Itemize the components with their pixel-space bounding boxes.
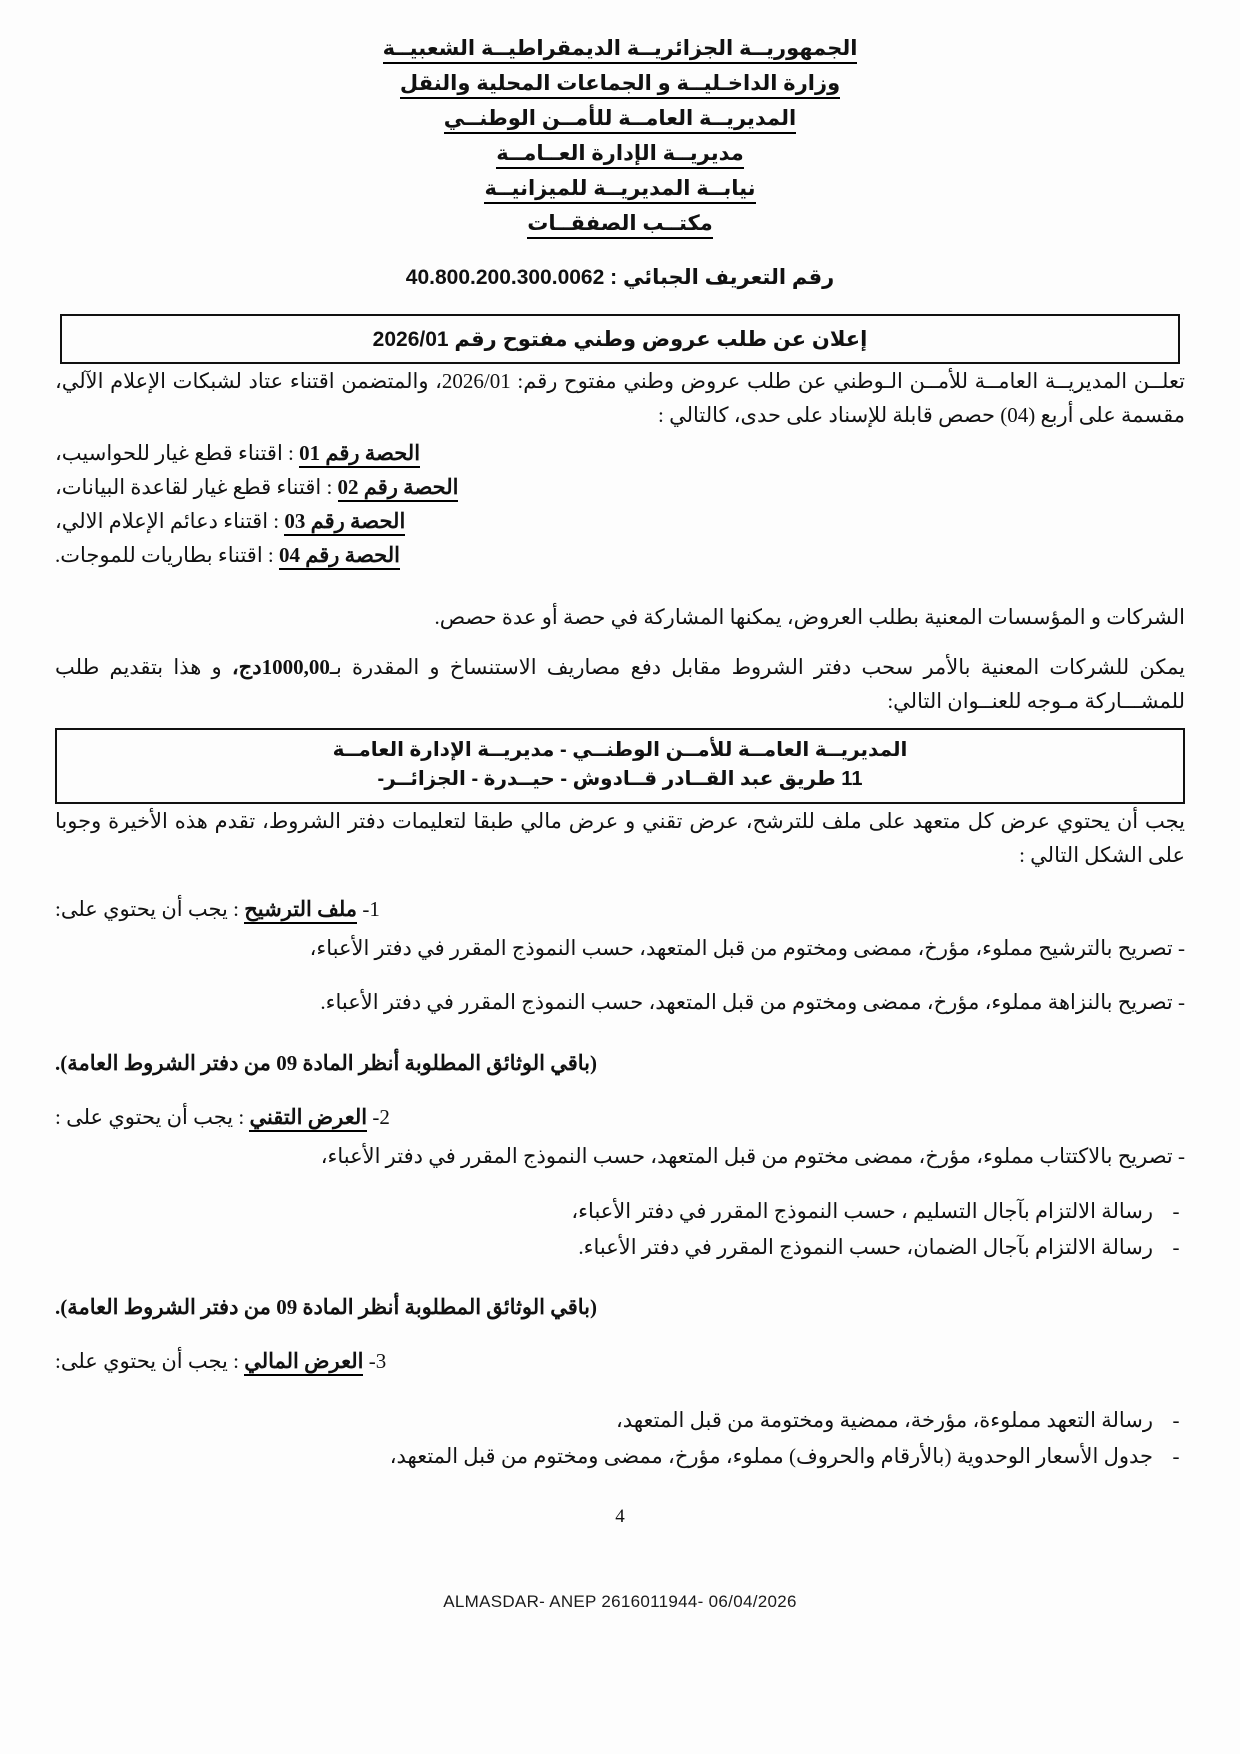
lot-item-1	[55, 438, 1185, 470]
section-3-bullet-1	[55, 1404, 1185, 1437]
section-2-bullet-1	[55, 1195, 1185, 1228]
section-rest-1: : يجب أن يحتوي على:	[55, 896, 239, 921]
letterhead-text-5: نيابــة المديريــة للميزانيــة	[484, 178, 755, 204]
section-number-2: 2-	[372, 1104, 390, 1129]
announcement-title: إعلان عن طلب عروض وطني مفتوح رقم 2026/01	[372, 327, 868, 351]
section-3-bullet-2	[55, 1440, 1185, 1473]
letterhead-text-4: مديريــة الإدارة العــامــة	[496, 143, 743, 169]
tax-id-value: 40.800.200.300.0062	[405, 266, 605, 289]
section-rest-2: : يجب أن يحتوي على :	[55, 1104, 245, 1129]
dash-icon: -	[1172, 1198, 1180, 1223]
lot-item-4	[55, 540, 1185, 572]
spacer-after-participation	[55, 634, 1185, 650]
lot-item-3	[55, 506, 1185, 538]
document-body-2	[55, 804, 1185, 1473]
letterhead-text-1: الجمهوريــة الجزائريــة الديمقراطيــة الشعبيــة	[383, 38, 858, 64]
tax-identification-line	[0, 265, 1240, 290]
lot-label-1: الحصة رقم 01	[299, 441, 420, 468]
lot-label-2: الحصة رقم 02	[338, 475, 459, 502]
lot-label-3: الحصة رقم 03	[284, 509, 405, 536]
letterhead-line-3	[0, 108, 1240, 134]
lot-label-4: الحصة رقم 04	[279, 543, 400, 570]
page-number: 4	[615, 1506, 625, 1527]
letterhead-line-5	[0, 178, 1240, 204]
letterhead-text-3: المديريــة العامــة للأمــن الوطنــي	[444, 108, 796, 134]
section-2-bullets	[55, 1195, 1185, 1264]
section-key-2: العرض التقني	[249, 1105, 367, 1132]
section-2-bullet-text-2: رسالة الالتزام بآجال الضمان، حسب النموذج المقرر في دفتر الأعباء.	[578, 1235, 1153, 1260]
letterhead-line-4	[0, 143, 1240, 169]
section-1-item-1: - تصريح بالترشيح مملوء، مؤرخ، ممضى ومختوم من قبل المتعهد، حسب النموذج المقرر في دفتر الأعباء،	[309, 935, 1185, 960]
section-2-bullet-text-1: رسالة الالتزام بآجال التسليم ، حسب النموذج المقرر في دفتر الأعباء،	[571, 1198, 1153, 1223]
dash-icon: -	[1172, 1444, 1180, 1469]
section-2-note: (باقي الوثائق المطلوبة أنظر المادة 09 من دفتر الشروط العامة).	[55, 1294, 598, 1319]
lot-item-2	[55, 472, 1185, 504]
lots-list	[55, 438, 1185, 572]
section-heading-3	[55, 1344, 1185, 1378]
withdrawal-paragraph	[55, 650, 1185, 718]
dash-icon: -	[1172, 1235, 1180, 1260]
section-key-3: العرض المالي	[244, 1349, 363, 1376]
address-box	[55, 728, 1185, 804]
letterhead-line-1	[0, 38, 1240, 64]
withdrawal-currency: دج،	[231, 654, 262, 679]
section-number-1: 1-	[362, 896, 380, 921]
section-3-bullets	[55, 1404, 1185, 1473]
section-1-item-2: - تصريح بالنزاهة مملوء، مؤرخ، ممضى ومختوم من قبل المتعهد، حسب النموذج المقرر في دفتر الأعباء.	[320, 990, 1185, 1015]
letterhead-line-6	[0, 213, 1240, 239]
address-line-1: المديريــة العامــة للأمــن الوطنــي - مديريــة الإدارة العامــة	[332, 738, 908, 761]
section-number-3: 3-	[368, 1348, 387, 1373]
announcement-title-box	[60, 314, 1180, 364]
letterhead	[0, 0, 1240, 239]
participation-paragraph: الشركات و المؤسسات المعنية بطلب العروض، يمكنها المشاركة في حصة أو عدة حصص.	[434, 604, 1185, 629]
offer-structure-paragraph: يجب أن يحتوي عرض كل متعهد على ملف للترشح، عرض تقني و عرض مالي طبقا لتعليمات دفتر الشروط، تقدم هذه الأخيرة وجوبا على الشكل التالي :	[55, 808, 1185, 867]
letterhead-text-2: وزارة الداخـليــة و الجماعات المحلية والنقل	[400, 73, 840, 99]
section-key-1: ملف الترشيح	[244, 897, 357, 924]
section-3-bullet-text-2: جدول الأسعار الوحدوية (بالأرقام والحروف) مملوء، مؤرخ، ممضى ومختوم من قبل المتعهد،	[389, 1444, 1153, 1469]
section-heading-1	[55, 892, 1185, 926]
document-footer: ALMASDAR- ANEP 2616011944- 06/04/2026	[443, 1592, 797, 1611]
section-2-item-1: - تصريح بالاكتتاب مملوء، مؤرخ، ممضى مختوم من قبل المتعهد، حسب النموذج المقرر في دفتر الأعباء،	[320, 1143, 1185, 1168]
intro-paragraph: تعلــن المديريــة العامــة للأمــن الـوطني عن طلب عروض وطني مفتوح رقم: 2026/01، والمتضمن اقتناء عتاد لشبكات الإعلام الآلي، مقسمة على أربع (04) حصص قابلة للإسناد على حدى، كالتالي :	[55, 369, 1185, 428]
withdrawal-text-2: و هذا بتقديم طلب للمشـــاركة مـوجه للعنــوان التالي:	[55, 654, 1185, 713]
section-2-bullet-2	[55, 1231, 1185, 1264]
lot-text-1: : اقتناء قطع غيار للحواسيب،	[55, 441, 300, 466]
withdrawal-amount: 1000,00	[261, 654, 330, 679]
section-rest-3: : يجب أن يحتوي على:	[55, 1348, 239, 1373]
letterhead-line-2	[0, 73, 1240, 99]
lot-text-2: : اقتناء قطع غيار لقاعدة البيانات،	[55, 474, 338, 499]
lot-text-3: : اقتناء دعائم الإعلام الالي،	[55, 508, 285, 533]
withdrawal-text-1: يمكن للشركات المعنية بالأمر سحب دفتر الشروط مقابل دفع مصاريف الاستنساخ و المقدرة بـ	[329, 654, 1185, 679]
dash-icon: -	[1172, 1407, 1180, 1432]
letterhead-text-6: مكتــب الصفقــات	[527, 213, 713, 239]
spacer-after-lots	[55, 574, 1185, 600]
document-body	[55, 364, 1185, 718]
section-3-bullet-text-1: رسالة التعهد مملوءة، مؤرخة، ممضية ومختومة من قبل المتعهد،	[616, 1407, 1153, 1432]
tax-id-label: رقم التعريف الجبائي :	[610, 266, 835, 289]
lot-text-4: : اقتناء بطاريات للموجات.	[55, 542, 280, 567]
address-line-2: 11 طريق عبد القــادر قــادوش - حيــدرة - الجزائــر-	[377, 767, 863, 790]
section-1-note: (باقي الوثائق المطلوبة أنظر المادة 09 من دفتر الشروط العامة).	[55, 1050, 598, 1075]
section-heading-2	[55, 1100, 1185, 1134]
